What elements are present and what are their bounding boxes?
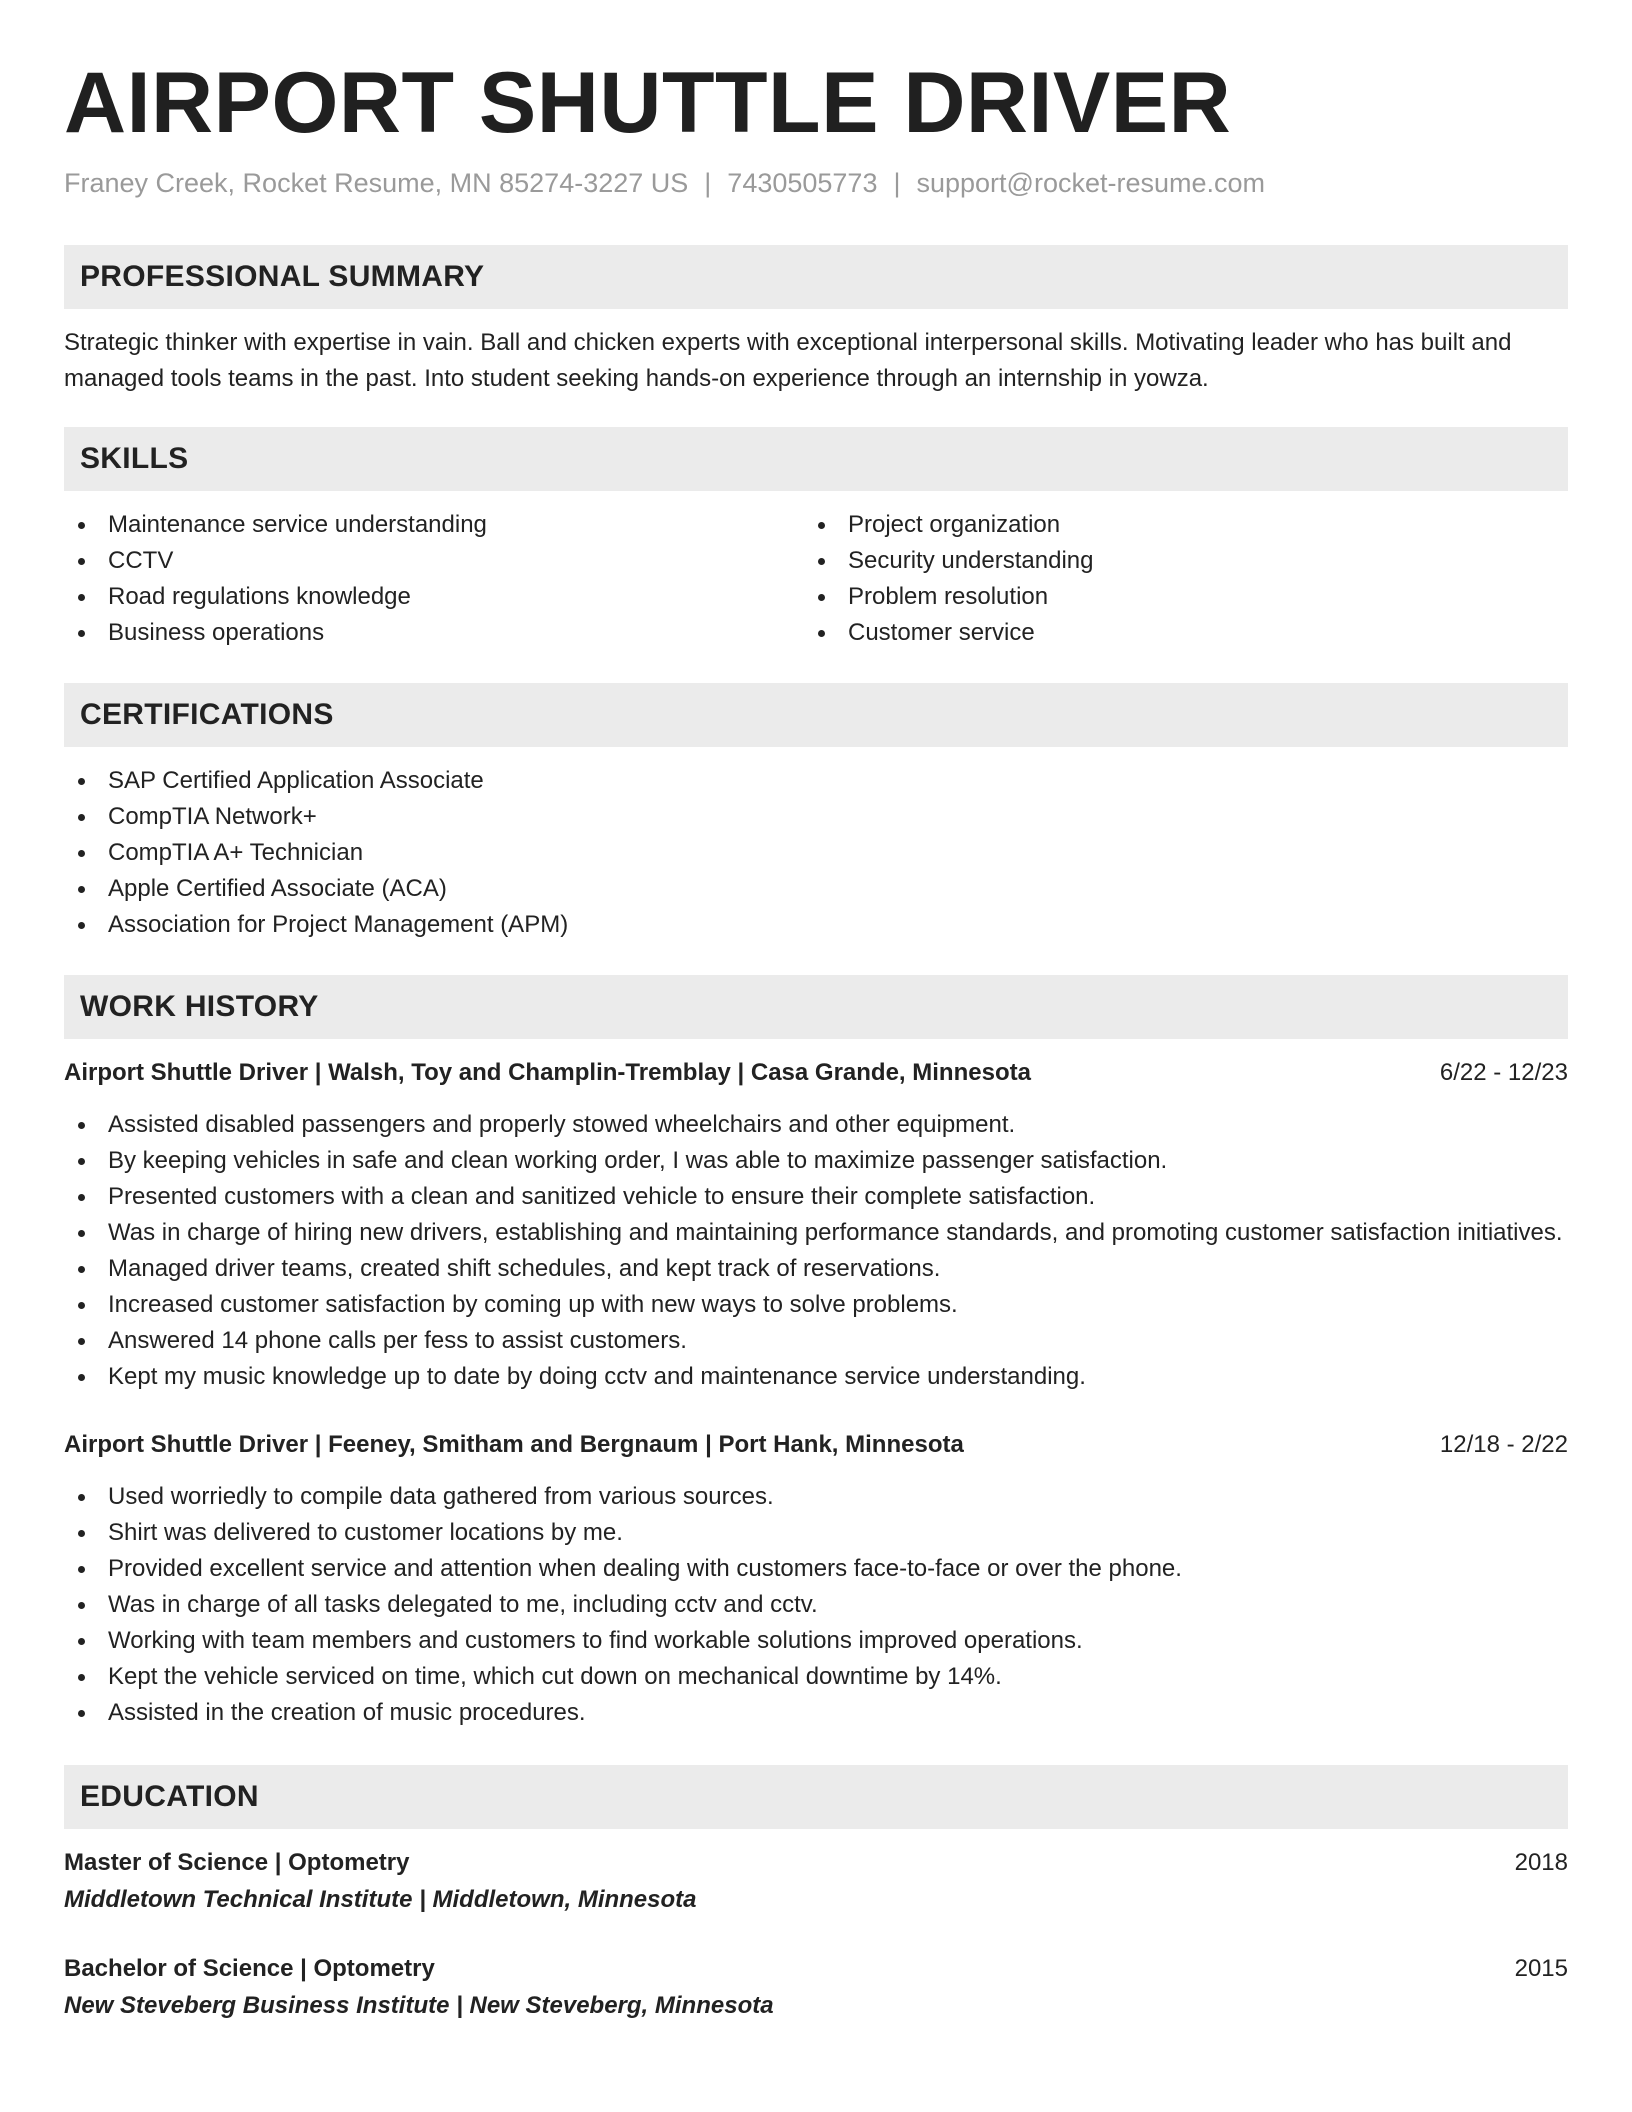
job-duty: Was in charge of all tasks delegated to me, including cctv and cctv. [64, 1587, 1568, 1623]
section-header-certifications [64, 683, 1568, 747]
job-header [64, 1055, 1568, 1091]
skill-item: Customer service [804, 615, 1556, 651]
job-duty: Provided excellent service and attention when dealing with customers face-to-face or over the phone. [64, 1551, 1568, 1587]
job-header [64, 1427, 1568, 1463]
skill-item: Project organization [804, 507, 1556, 543]
skill-item: Problem resolution [804, 579, 1556, 615]
summary-text: Strategic thinker with expertise in vain. Ball and chicken experts with exceptional interpersonal skills. Motivating leader who has built and managed tools teams in the past. Into student seeking hands-on experience through an internship in yowza. [64, 329, 1512, 393]
education-header [64, 1845, 1568, 1881]
job-duty: Kept the vehicle serviced on time, which cut down on mechanical downtime by 14%. [64, 1659, 1568, 1695]
certification-item: SAP Certified Application Associate [64, 763, 1568, 799]
certification-item: Association for Project Management (APM) [64, 907, 1568, 943]
job-duty: Presented customers with a clean and sanitized vehicle to ensure their complete satisfaction. [64, 1179, 1568, 1215]
education-entry [64, 1845, 1568, 1919]
job-duty: By keeping vehicles in safe and clean working order, I was able to maximize passenger satisfaction. [64, 1143, 1568, 1179]
contact-line [64, 168, 1568, 199]
job-title: Airport Shuttle Driver | Feeney, Smitham and Bergnaum | Port Hank, Minnesota [64, 1431, 964, 1459]
certification-item: CompTIA Network+ [64, 799, 1568, 835]
education-degree: Bachelor of Science | Optometry [64, 1955, 435, 1983]
job-duty: Assisted in the creation of music procedures. [64, 1695, 1568, 1731]
education-school: Middletown Technical Institute | Middletown, Minnesota [64, 1886, 697, 1914]
skills-column-right [804, 507, 1556, 651]
education-header [64, 1951, 1568, 1987]
certifications-list [64, 763, 1568, 943]
job-entry [64, 1427, 1568, 1731]
section-header-skills [64, 427, 1568, 491]
skills-list [64, 507, 1568, 651]
contact-address: Franey Creek, Rocket Resume, MN 85274-3227 US [64, 168, 689, 199]
skills-column-left [64, 507, 816, 651]
job-duty: Answered 14 phone calls per fess to assist customers. [64, 1323, 1568, 1359]
resume-name-heading: AIRPORT SHUTTLE DRIVER [64, 55, 1232, 151]
job-dates: 6/22 - 12/23 [1439, 1059, 1568, 1087]
job-duty: Kept my music knowledge up to date by doing cctv and maintenance service understanding. [64, 1359, 1568, 1395]
job-title: Airport Shuttle Driver | Walsh, Toy and Champlin-Tremblay | Casa Grande, Minnesota [64, 1059, 1031, 1087]
education-school: New Steveberg Business Institute | New Steveberg, Minnesota [64, 1992, 774, 2020]
skill-item: CCTV [64, 543, 816, 579]
certification-item: CompTIA A+ Technician [64, 835, 1568, 871]
section-title-work-history: WORK HISTORY [80, 990, 319, 1024]
job-duty: Was in charge of hiring new drivers, establishing and maintaining performance standards, and promoting customer satisfaction initiatives. [64, 1215, 1568, 1251]
section-title-summary: PROFESSIONAL SUMMARY [80, 260, 485, 294]
contact-phone: 7430505773 [727, 168, 878, 199]
certification-item: Apple Certified Associate (ACA) [64, 871, 1568, 907]
education-entry [64, 1951, 1568, 2025]
education-degree: Master of Science | Optometry [64, 1849, 410, 1877]
job-dates: 12/18 - 2/22 [1439, 1431, 1568, 1459]
job-duty: Shirt was delivered to customer locations by me. [64, 1515, 1568, 1551]
job-duty: Managed driver teams, created shift schedules, and kept track of reservations. [64, 1251, 1568, 1287]
job-duties-list [64, 1107, 1568, 1395]
job-duty: Working with team members and customers to find workable solutions improved operations. [64, 1623, 1568, 1659]
skill-item: Business operations [64, 615, 816, 651]
skill-item: Security understanding [804, 543, 1556, 579]
section-title-certifications: CERTIFICATIONS [80, 698, 334, 732]
job-duty: Used worriedly to compile data gathered from various sources. [64, 1479, 1568, 1515]
job-duty: Increased customer satisfaction by coming up with new ways to solve problems. [64, 1287, 1568, 1323]
job-entry [64, 1055, 1568, 1395]
section-header-education [64, 1765, 1568, 1829]
contact-separator: | [704, 168, 712, 199]
job-duty: Assisted disabled passengers and properly stowed wheelchairs and other equipment. [64, 1107, 1568, 1143]
section-header-summary [64, 245, 1568, 309]
skill-item: Maintenance service understanding [64, 507, 816, 543]
contact-separator: | [893, 168, 901, 199]
skill-item: Road regulations knowledge [64, 579, 816, 615]
section-header-work-history [64, 975, 1568, 1039]
contact-email: support@rocket-resume.com [916, 168, 1266, 199]
section-title-skills: SKILLS [80, 442, 189, 476]
job-duties-list [64, 1479, 1568, 1731]
section-title-education: EDUCATION [80, 1780, 259, 1814]
education-year: 2015 [1514, 1955, 1568, 1983]
education-year: 2018 [1514, 1849, 1568, 1877]
